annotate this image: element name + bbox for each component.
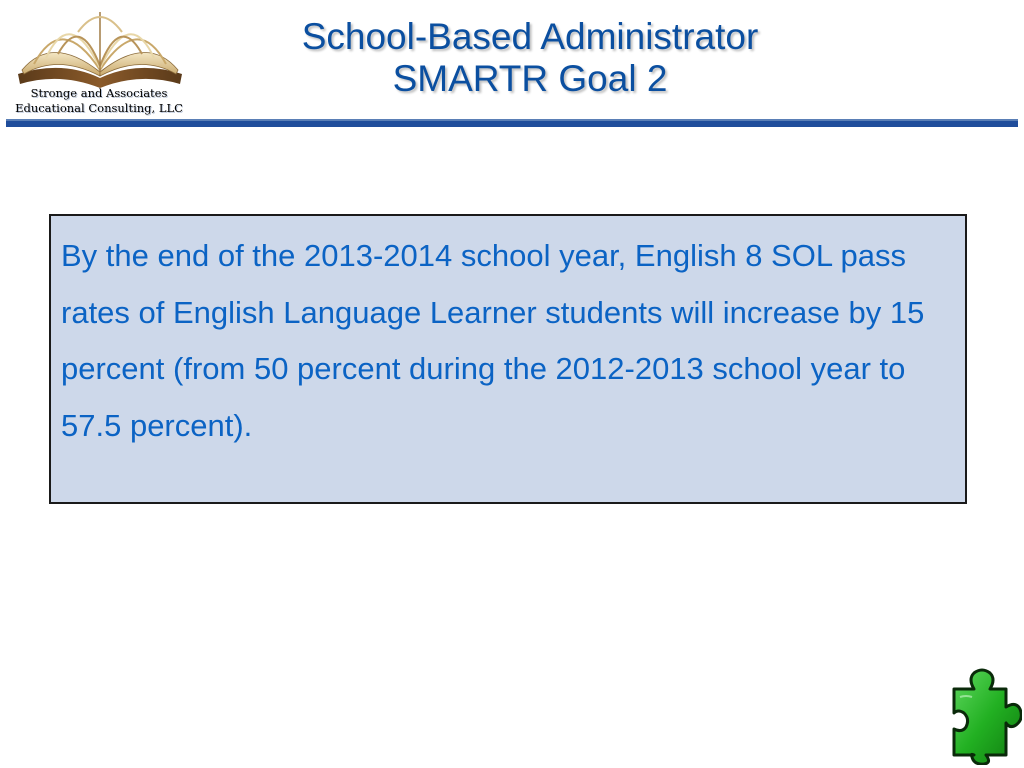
- page-title-line-2: SMARTR Goal 2: [392, 58, 668, 99]
- logo-text: [4, 86, 194, 116]
- page-title: [190, 16, 870, 100]
- company-logo: [4, 4, 194, 128]
- logo-line-2: Educational Consulting, LLC: [15, 101, 183, 115]
- logo-line-1: Stronge and Associates: [30, 86, 168, 100]
- goal-statement-box: [49, 214, 967, 504]
- header-divider-thick: [6, 121, 1018, 127]
- open-book-icon: [12, 4, 188, 94]
- puzzle-piece-icon: [946, 667, 1022, 765]
- page-title-line-1: School-Based Administrator: [301, 16, 759, 57]
- goal-statement-text: By the end of the 2013-2014 school year, English 8 SOL pass rates of English Language Learner students will increase by 15 percent (from 50 percent during the 2012-2013 school year to 57.5 percent).: [61, 238, 925, 443]
